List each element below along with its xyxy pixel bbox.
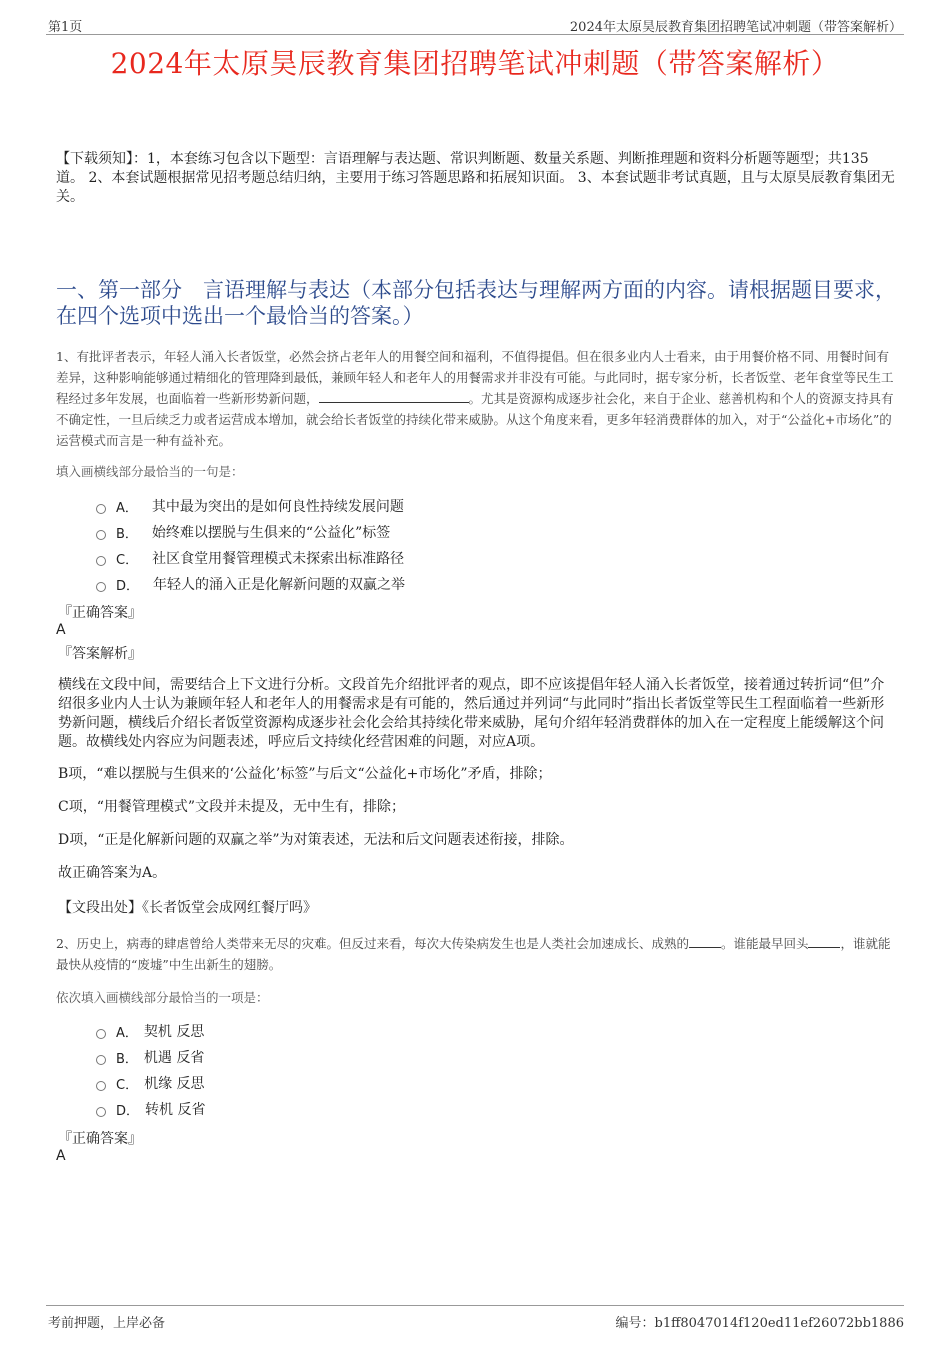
download-notice: 【下载须知】：1，本套练习包含以下题型：言语理解与表达题、常识判断题、数量关系题、判断推理题和资料分析题等题型；共135道。 2、本套试题根据常见招考题总结归纳，主要用于练习答题思路和拓展知识面。 3、本套试题非考试真题，且与太原昊辰教育集团无关。 xyxy=(56,151,895,205)
question-1-text-after: 。尤其是资源构成逐步社会化，来自于企业、慈善机构和个人的资源支持具有不确定性，一旦后续乏力或者运营成本增加，就会给长者饭堂的持续化带来威胁。从这个角度来看，更多年轻消费群体的加入，对于“公益化+市场化”的运营模式而言是一种有益补充。 xyxy=(56,391,894,448)
question-1-options xyxy=(96,493,405,597)
question-1-option-d[interactable] xyxy=(96,571,405,597)
page-title: 2024年太原昊辰教育集团招聘笔试冲刺题（带答案解析） xyxy=(110,47,840,80)
section-title: 一、第一部分 言语理解与表达（本部分包括表达与理解两方面的内容。请根据题目要求，在四个选项中选出一个最恰当的答案。） xyxy=(56,278,896,328)
question-1-option-a[interactable] xyxy=(96,493,405,519)
analysis-paragraph: 故正确答案为A。 xyxy=(58,865,167,881)
option-letter: C． xyxy=(116,1077,139,1093)
question-1-option-b[interactable] xyxy=(96,519,405,545)
question-2-text-part: 。谁能最早回头 xyxy=(720,936,809,951)
header-doc-title: 2024年太原昊辰教育集团招聘笔试冲刺题（带答案解析） xyxy=(569,20,902,35)
question-1-text-before: 1、有批评者表示，年轻人涌入长者饭堂，必然会挤占老年人的用餐空间和福利，不值得提倡。但在很多业内人士看来，由于用餐价格不同、用餐时间有差异，这种影响能够通过精细化的管理降到最低，兼顾年轻人和老年人的用餐需求并非没有可能。与此同时，据专家分析，长者饭堂、老年食堂等民生工程经过多年发展，也面临着一些新形势新问题， xyxy=(56,349,894,406)
question-2-option-b[interactable] xyxy=(96,1044,205,1070)
analysis-paragraph: B项，“难以摆脱与生俱来的‘公益化’标签”与后文“公益化+市场化”矛盾，排除； xyxy=(58,766,552,782)
question-1-answer-label: 『正确答案』 xyxy=(58,605,142,621)
question-2-options xyxy=(96,1018,205,1122)
question-1-text xyxy=(56,346,894,451)
option-letter: D． xyxy=(116,1103,140,1119)
option-text: 机遇 反省 xyxy=(143,1050,205,1066)
page-number: 第1页 xyxy=(48,20,83,35)
option-text: 其中最为突出的是如何良性持续发展问题 xyxy=(151,499,404,515)
page-footer xyxy=(46,1305,904,1331)
source-reference: 【文段出处】《长者饭堂会成网红餐厅吗》 xyxy=(58,900,317,916)
option-text: 机缘 反思 xyxy=(144,1076,205,1092)
radio-icon[interactable] xyxy=(96,556,106,566)
option-letter: C． xyxy=(116,552,139,568)
footer-code: 编号：b1ff8047014f120ed11ef26072bb1886 xyxy=(615,1316,904,1331)
option-text: 年轻人的涌入正是化解新问题的双赢之举 xyxy=(153,577,406,593)
question-2-option-d[interactable] xyxy=(96,1096,205,1122)
question-2-option-a[interactable] xyxy=(96,1018,205,1044)
analysis-paragraph: D项，“正是化解新问题的双赢之举”为对策表述，无法和后文问题表述衔接，排除。 xyxy=(58,832,574,848)
radio-icon[interactable] xyxy=(96,1029,106,1039)
question-2-prompt: 依次填入画横线部分最恰当的一项是： xyxy=(56,990,269,1005)
option-letter: B． xyxy=(116,526,138,542)
question-1-blank xyxy=(319,390,469,403)
question-2-text-part: ，谁就能最快从疫情的“废墟”中生出新生的翅膀。 xyxy=(56,936,891,972)
question-1-analysis-label: 『答案解析』 xyxy=(58,646,142,662)
question-2-option-c[interactable] xyxy=(96,1070,205,1096)
footer-slogan: 考前押题，上岸必备 xyxy=(48,1316,166,1331)
option-letter: B． xyxy=(116,1051,138,1067)
radio-icon[interactable] xyxy=(96,530,106,540)
question-1-prompt: 填入画横线部分最恰当的一句是： xyxy=(56,464,244,479)
radio-icon[interactable] xyxy=(96,1055,106,1065)
option-text: 转机 反省 xyxy=(145,1102,206,1118)
option-letter: D． xyxy=(116,578,140,594)
radio-icon[interactable] xyxy=(96,1107,106,1117)
question-1-option-c[interactable] xyxy=(96,545,405,571)
option-text: 始终难以摆脱与生俱来的“公益化”标签 xyxy=(151,525,391,541)
option-text: 社区食堂用餐管理模式未探索出标准路径 xyxy=(152,551,405,567)
question-2-text xyxy=(56,933,894,975)
option-letter: A． xyxy=(116,1025,138,1041)
analysis-paragraph: 横线在文段中间，需要结合上下文进行分析。文段首先介绍批评者的观点，即不应该提倡年轻人涌入长者饭堂，接着通过转折词“但”介绍很多业内人士认为兼顾年轻人和老年人的用餐需求是有可能的，然后通过并列词“与此同时”指出长者饭堂等民生工程面临着一些新形势新问题，横线后介绍长者饭堂资源构成逐步社会化会给其持续化带来威胁，尾句介绍年轻消费群体的加入在一定程度上能缓解这个问题。故横线处内容应为问题表述，呼应后文持续化经营困难的问题，对应A项。 xyxy=(58,677,885,750)
option-letter: A． xyxy=(116,500,138,516)
question-2-answer-label: 『正确答案』 xyxy=(58,1131,142,1147)
page-header xyxy=(46,14,904,35)
option-text: 契机 反思 xyxy=(143,1024,205,1040)
radio-icon[interactable] xyxy=(96,504,106,514)
radio-icon[interactable] xyxy=(96,582,106,592)
analysis-paragraph: C项，“用餐管理模式”文段并未提及，无中生有，排除； xyxy=(58,799,406,815)
question-2-blank-1 xyxy=(689,935,721,948)
question-2-blank-2 xyxy=(808,935,840,948)
question-1-answer: A xyxy=(56,622,66,638)
radio-icon[interactable] xyxy=(96,1081,106,1091)
question-2-answer: A xyxy=(56,1148,66,1164)
question-2-text-part: 2、历史上，病毒的肆虐曾给人类带来无尽的灾难。但反过来看，每次大传染病发生也是人类社会加速成长、成熟的 xyxy=(56,936,689,951)
